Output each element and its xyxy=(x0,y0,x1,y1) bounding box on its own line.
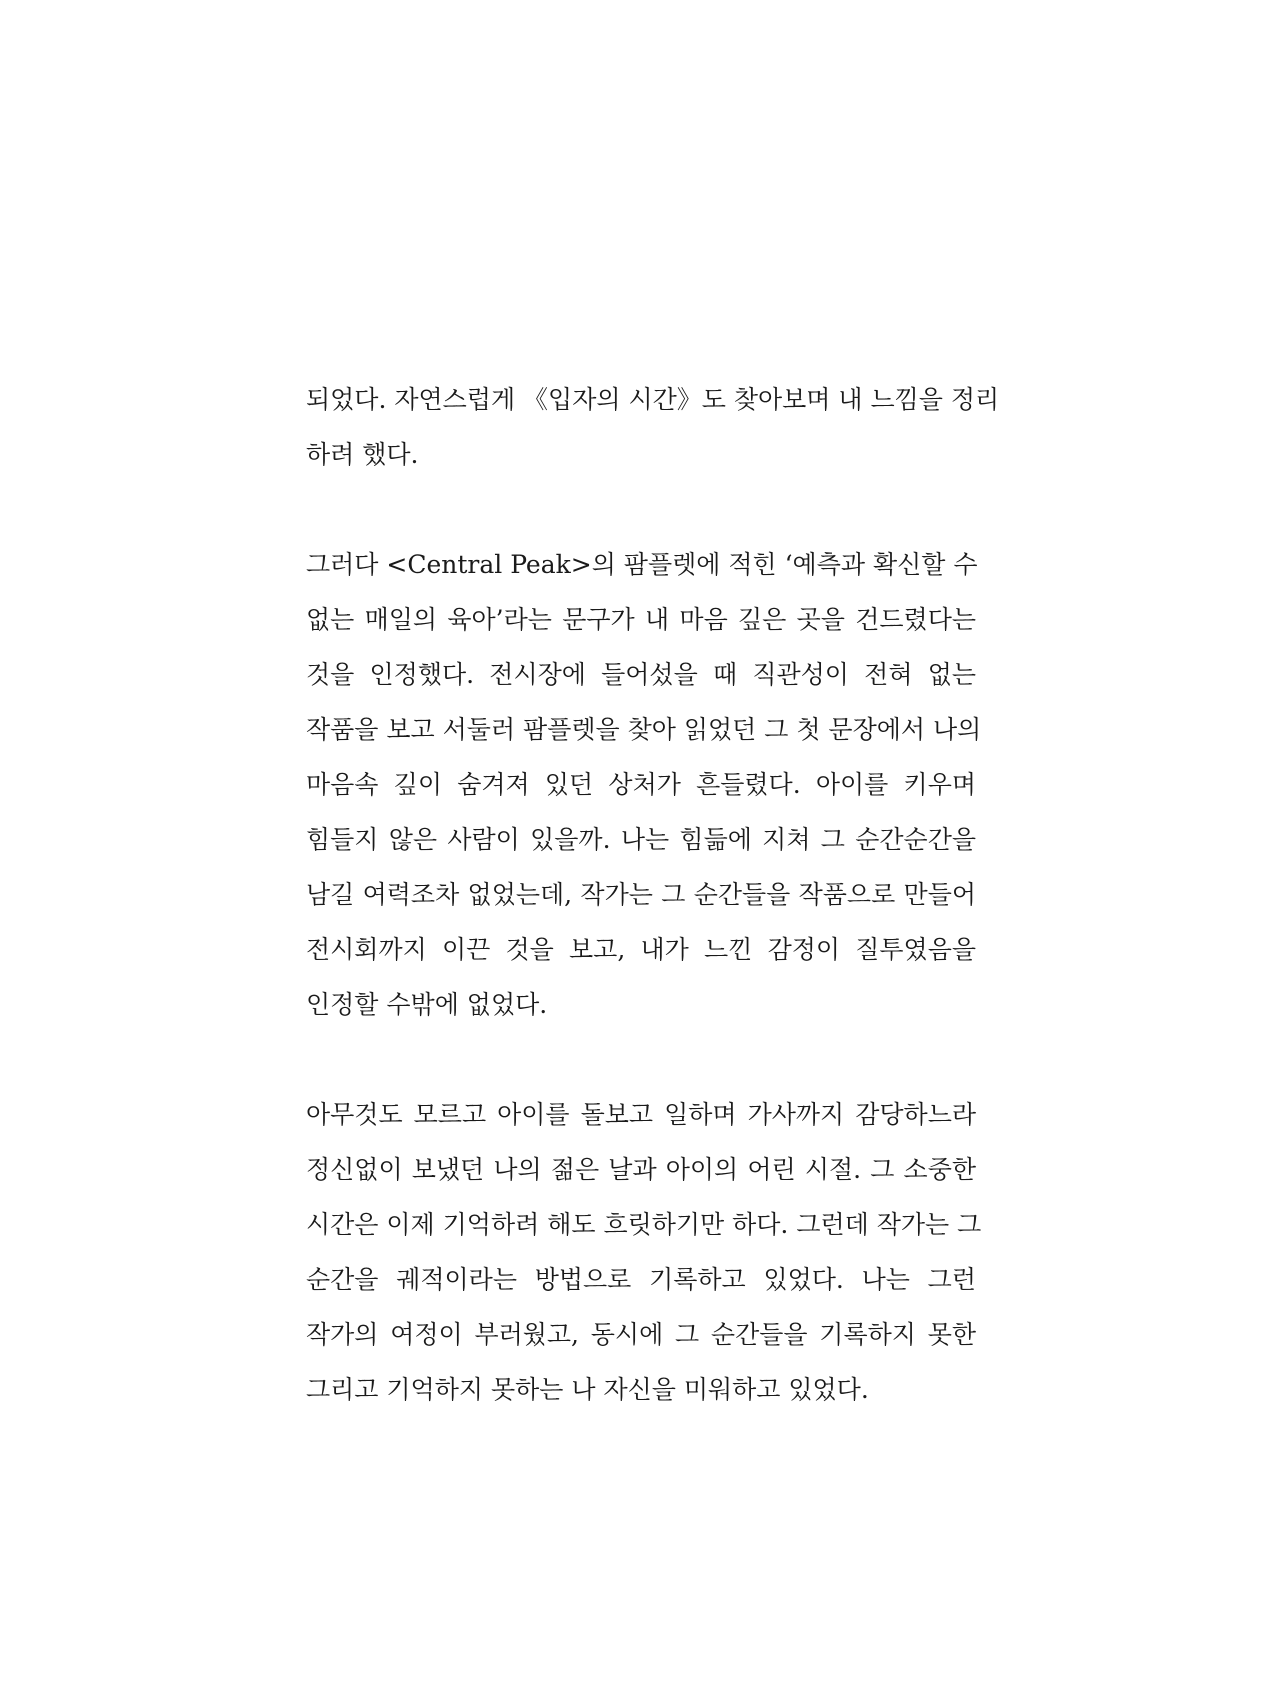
text-line: 힘들지 않은 사람이 있을까. 나는 힘듦에 지쳐 그 순간순간을 xyxy=(306,825,976,854)
text-line: 아무것도 모르고 아이를 돌보고 일하며 가사까지 감당하느라 xyxy=(306,1100,976,1129)
text-line: 작품을 보고 서둘러 팜플렛을 찾아 읽었던 그 첫 문장에서 나의 xyxy=(306,715,982,744)
text-line: 되었다. 자연스럽게 《입자의 시간》도 찾아보며 내 느낌을 정리 xyxy=(306,385,1000,414)
text-line: 그러다 <Central Peak>의 팜플렛에 적힌 ‘예측과 확신할 수 xyxy=(306,550,978,579)
body-text xyxy=(306,372,1000,1472)
text-line: 시간은 이제 기억하려 해도 흐릿하기만 하다. 그런데 작가는 그 xyxy=(306,1210,982,1239)
text-line: 정신없이 보냈던 나의 젊은 날과 아이의 어린 시절. 그 소중한 xyxy=(306,1155,976,1184)
text-line: 하려 했다. xyxy=(306,440,419,469)
text-line: 마음속 깊이 숨겨져 있던 상처가 흔들렸다. 아이를 키우며 xyxy=(306,770,976,799)
text-line: 없는 매일의 육아’라는 문구가 내 마음 깊은 곳을 건드렸다는 xyxy=(306,605,976,634)
text-line: 인정할 수밖에 없었다. xyxy=(306,990,548,1019)
paragraph-1 xyxy=(306,372,1000,482)
paragraph-2 xyxy=(306,537,982,1032)
text-line: 순간을 궤적이라는 방법으로 기록하고 있었다. 나는 그런 xyxy=(306,1265,976,1294)
text-line: 전시회까지 이끈 것을 보고, 내가 느낀 감정이 질투였음을 xyxy=(306,935,976,964)
text-line: 작가의 여정이 부러웠고, 동시에 그 순간들을 기록하지 못한 xyxy=(306,1320,976,1349)
paragraph-3 xyxy=(306,1087,982,1417)
text-line: 것을 인정했다. 전시장에 들어섰을 때 직관성이 전혀 없는 xyxy=(306,660,976,689)
text-line: 그리고 기억하지 못하는 나 자신을 미워하고 있었다. xyxy=(306,1375,869,1404)
text-line: 남길 여력조차 없었는데, 작가는 그 순간들을 작품으로 만들어 xyxy=(306,880,976,909)
